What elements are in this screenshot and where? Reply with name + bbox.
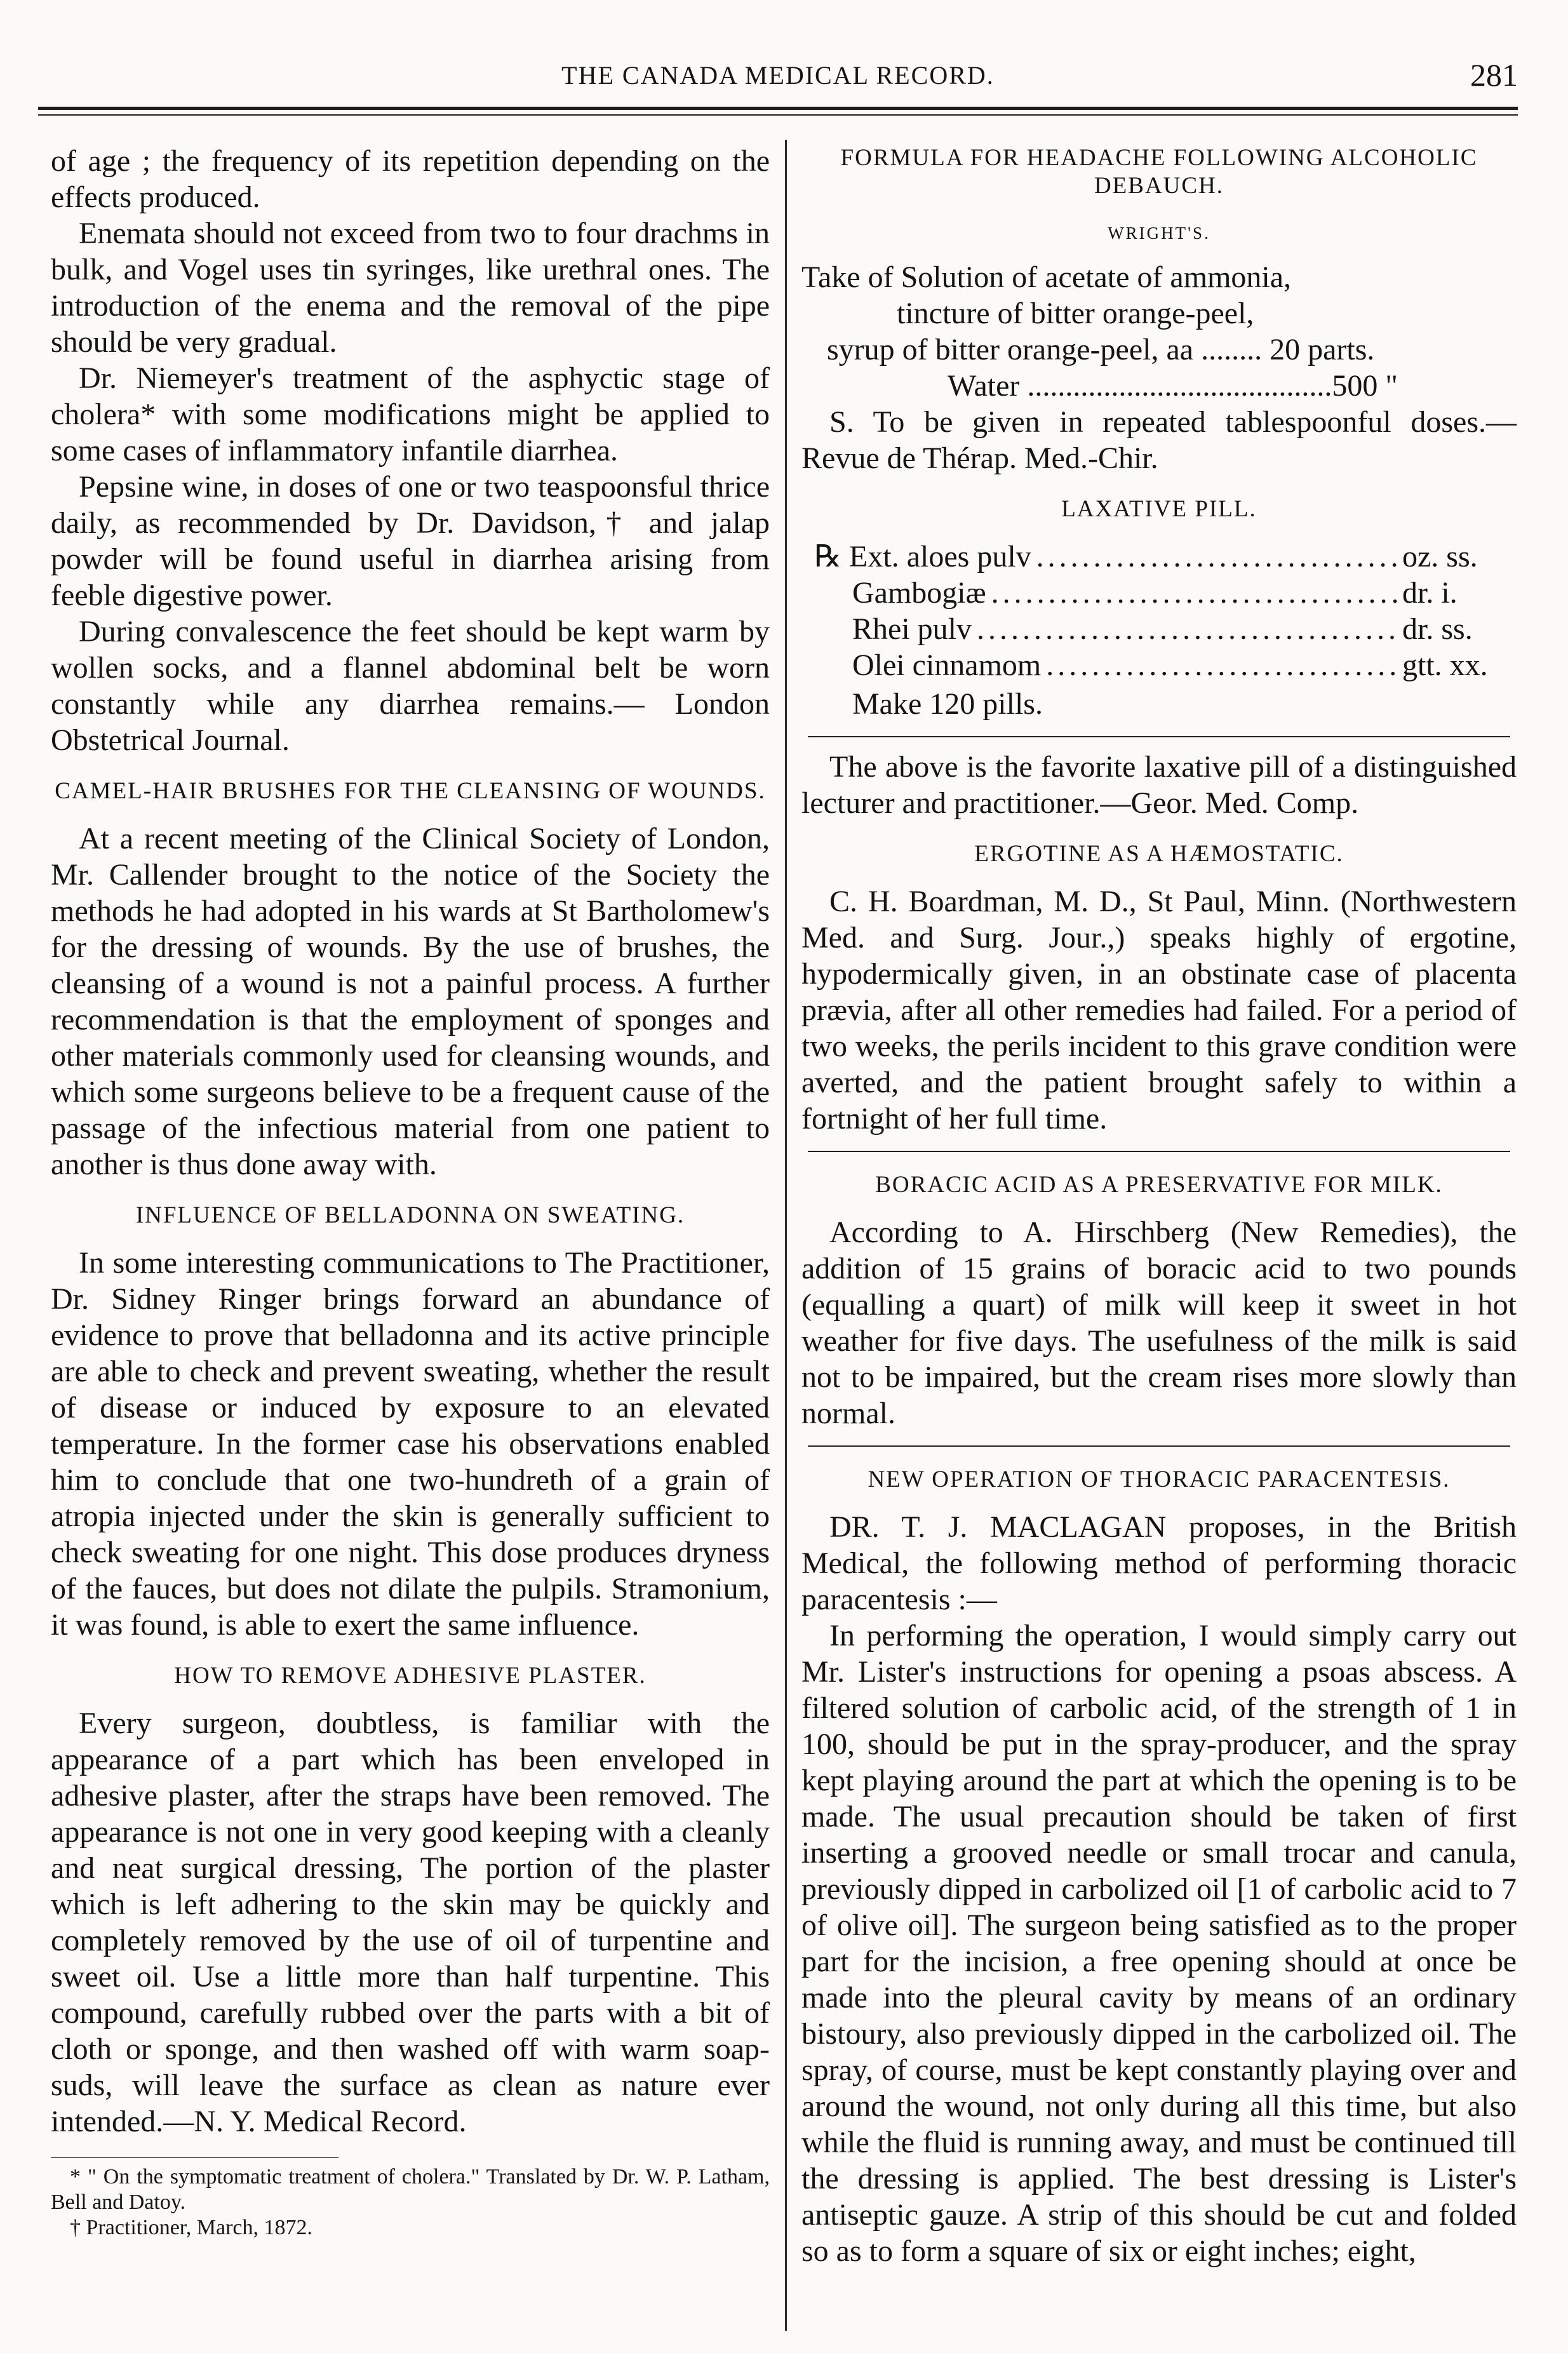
formula-line: tincture of bitter orange-peel, xyxy=(897,297,1254,330)
article-heading: LAXATIVE PILL. xyxy=(1061,496,1257,522)
article-heading: FORMULA FOR HEADACHE FOLLOWING ALCOHOLIC DEBAUCH. xyxy=(840,145,1478,199)
right-column xyxy=(801,143,1517,2269)
header-rule xyxy=(38,107,1518,110)
paragraph: Dr. Niemeyer's treatment of the asphyctic stage of cholera* with some modifications might be applied to some cases of inflammatory infantile diarrhea. xyxy=(51,361,770,467)
ingredient: Rhei pulv xyxy=(852,612,972,646)
paragraph: S. To be given in repeated tablespoonful doses.— Revue de Thérap. Med.-Chir. xyxy=(801,405,1517,475)
formula-line: Water ........................................500 " xyxy=(948,369,1398,403)
section-rule xyxy=(808,736,1510,737)
footnotes xyxy=(51,2164,770,2241)
paragraph: At a recent meeting of the Clinical Society of London, Mr. Callender brought to the notice of the Society the methods he had adopted in his wards at St Bartholomew's for the dressing of wounds. By the use of brushes, the cleansing of a wound is not a painful process. A further recommendation is that the employment of sponges and other materials commonly used for cleansing wounds, and which some surgeons believe to be a frequent cause of the passage of the infectious material from one patient to another is thus done away with. xyxy=(51,822,770,1181)
dose: gtt. xx. xyxy=(1402,648,1488,682)
article-heading: INFLUENCE OF BELLADONNA ON SWEATING. xyxy=(135,1202,685,1228)
article-heading: ERGOTINE AS A HÆMOSTATIC. xyxy=(974,841,1344,867)
prescription-item xyxy=(801,647,1517,683)
dose: dr. ss. xyxy=(1402,612,1473,646)
paragraph: In performing the operation, I would simply carry out Mr. Lister's instructions for opening a psoas abscess. A filtered solution of carbolic acid, of the strength of 1 in 100, should be put in the spray-producer, and the spray kept playing around the part at which the opening is to be made. The usual precaution should be taken of first inserting a grooved needle or small trocar and canula, previously dipped in carbolized oil [1 of carbolic acid to 7 of olive oil]. The surgeon being satisfied as to the proper part for the incision, a free opening should at once be made into the pleural cavity by means of an ordinary bistoury, also previously dipped in the carbolized oil. The spray, of course, must be kept constantly playing over and around the wound, not only during all this time, but also while the fluid is running away, and must be continued till the dressing is applied. The best dressing is Lister's antiseptic gauze. A strip of this should be cut and folded so as to form a square of six or eight inches; eight, xyxy=(801,1619,1517,2268)
paragraph: Enemata should not exceed from two to four drachms in bulk, and Vogel uses tin syringes, like urethral ones. The introduction of the enema and the removal of the pipe should be very gradual. xyxy=(51,217,770,359)
article-heading: BORACIC ACID AS A PRESERVATIVE FOR MILK. xyxy=(875,1172,1443,1198)
left-column xyxy=(51,143,770,2241)
header-rule-thin xyxy=(38,114,1518,116)
paragraph: C. H. Boardman, M. D., St Paul, Minn. (Northwestern Med. and Surg. Jour.,) speaks highly of ergotine, hypodermically given, in an obstinate case of placenta prævia, after all other remedies had failed. For a period of two weeks, the perils incident to this grave condition were averted, and the patient brought safely to within a fortnight of her full time. xyxy=(801,885,1517,1136)
prescription xyxy=(801,539,1517,683)
paragraph: The above is the favorite laxative pill of a distinguished lecturer and practitioner.—Geor. Med. Comp. xyxy=(801,750,1517,820)
prescription-item xyxy=(801,575,1517,611)
paragraph: Pepsine wine, in doses of one or two teaspoonsful thrice daily, as recommended by Dr. Davidson,† and jalap powder will be found useful in diarrhea arising from feeble digestive power. xyxy=(51,470,770,612)
paragraph: During convalescence the feet should be kept warm by wollen socks, and a flannel abdominal belt be worn constantly while any diarrhea remains.— London Obstetrical Journal. xyxy=(51,615,770,757)
page-number: 281 xyxy=(1470,57,1518,93)
column-separator xyxy=(785,140,787,2331)
article-heading: CAMEL-HAIR BRUSHES FOR THE CLEANSING OF WOUNDS. xyxy=(55,778,766,804)
paragraph: DR. T. J. MACLAGAN proposes, in the British Medical, the following method of performing thoracic paracentesis :— xyxy=(801,1510,1517,1616)
page-header xyxy=(38,57,1518,98)
ingredient: ℞ Ext. aloes pulv xyxy=(814,540,1031,573)
formula-line: syrup of bitter orange-peel, aa ........ 20 parts. xyxy=(827,333,1375,366)
prescription-item xyxy=(801,611,1517,647)
ingredient: Gambogiæ xyxy=(852,576,986,610)
paragraph: In some interesting communications to The Practitioner, Dr. Sidney Ringer brings forward an abundance of evidence to prove that belladonna and its active principle are able to check and prevent sweating, whether the result of disease or induced by exposure to an elevated temperature. In the former case his observations enabled him to conclude that one two-hundreth of a grain of atropia injected under the skin is generally sufficient to check sweating for one night. This dose produces dryness of the fauces, but does not dilate the pulpils. Stramonium, it was found, is able to exert the same influence. xyxy=(51,1246,770,1642)
dose: dr. i. xyxy=(1402,576,1457,610)
paragraph: of age ; the frequency of its repetition depending on the effects produced. xyxy=(51,144,770,214)
paragraph: According to A. Hirschberg (New Remedies), the addition of 15 grains of boracic acid to two pounds (equalling a quart) of milk will keep it sweet in hot weather for five days. The usefulness of the milk is said not to be impaired, but the cream rises more slowly than normal. xyxy=(801,1216,1517,1430)
paragraph: Make 120 pills. xyxy=(852,687,1043,721)
section-rule xyxy=(808,1445,1510,1447)
paragraph: Every surgeon, doubtless, is familiar with the appearance of a part which has been enveloped in adhesive plaster, after the straps have been removed. The appearance is not one in very good keeping with a cleanly and neat surgical dressing, The portion of the plaster which is left adhering to the skin may be quickly and completely removed by the use of oil of turpentine and sweet oil. Use a little more than half turpentine. This compound, carefully rubbed over the parts with a bit of cloth or sponge, and then washed off with warm soap-suds, will leave the surface as clean as nature ever intended.—N. Y. Medical Record. xyxy=(51,1706,770,2138)
prescription-item xyxy=(801,539,1517,575)
footnote: † Practitioner, March, 1872. xyxy=(70,2216,312,2239)
article-heading: HOW TO REMOVE ADHESIVE PLASTER. xyxy=(174,1663,647,1689)
attribution: WRIGHT'S. xyxy=(1108,224,1210,243)
footnote-rule xyxy=(51,2157,338,2158)
running-title: THE CANADA MEDICAL RECORD. xyxy=(561,61,995,90)
formula-line: Take of Solution of acetate of ammonia, xyxy=(801,260,1292,294)
section-rule xyxy=(808,1151,1510,1152)
dose: oz. ss. xyxy=(1402,540,1478,573)
ingredient: Olei cinnamom xyxy=(852,648,1042,682)
footnote: * " On the symptomatic treatment of cholera." Translated by Dr. W. P. Latham, Bell and Datoy. xyxy=(51,2165,770,2214)
article-heading: NEW OPERATION OF THORACIC PARACENTESIS. xyxy=(868,1466,1451,1492)
